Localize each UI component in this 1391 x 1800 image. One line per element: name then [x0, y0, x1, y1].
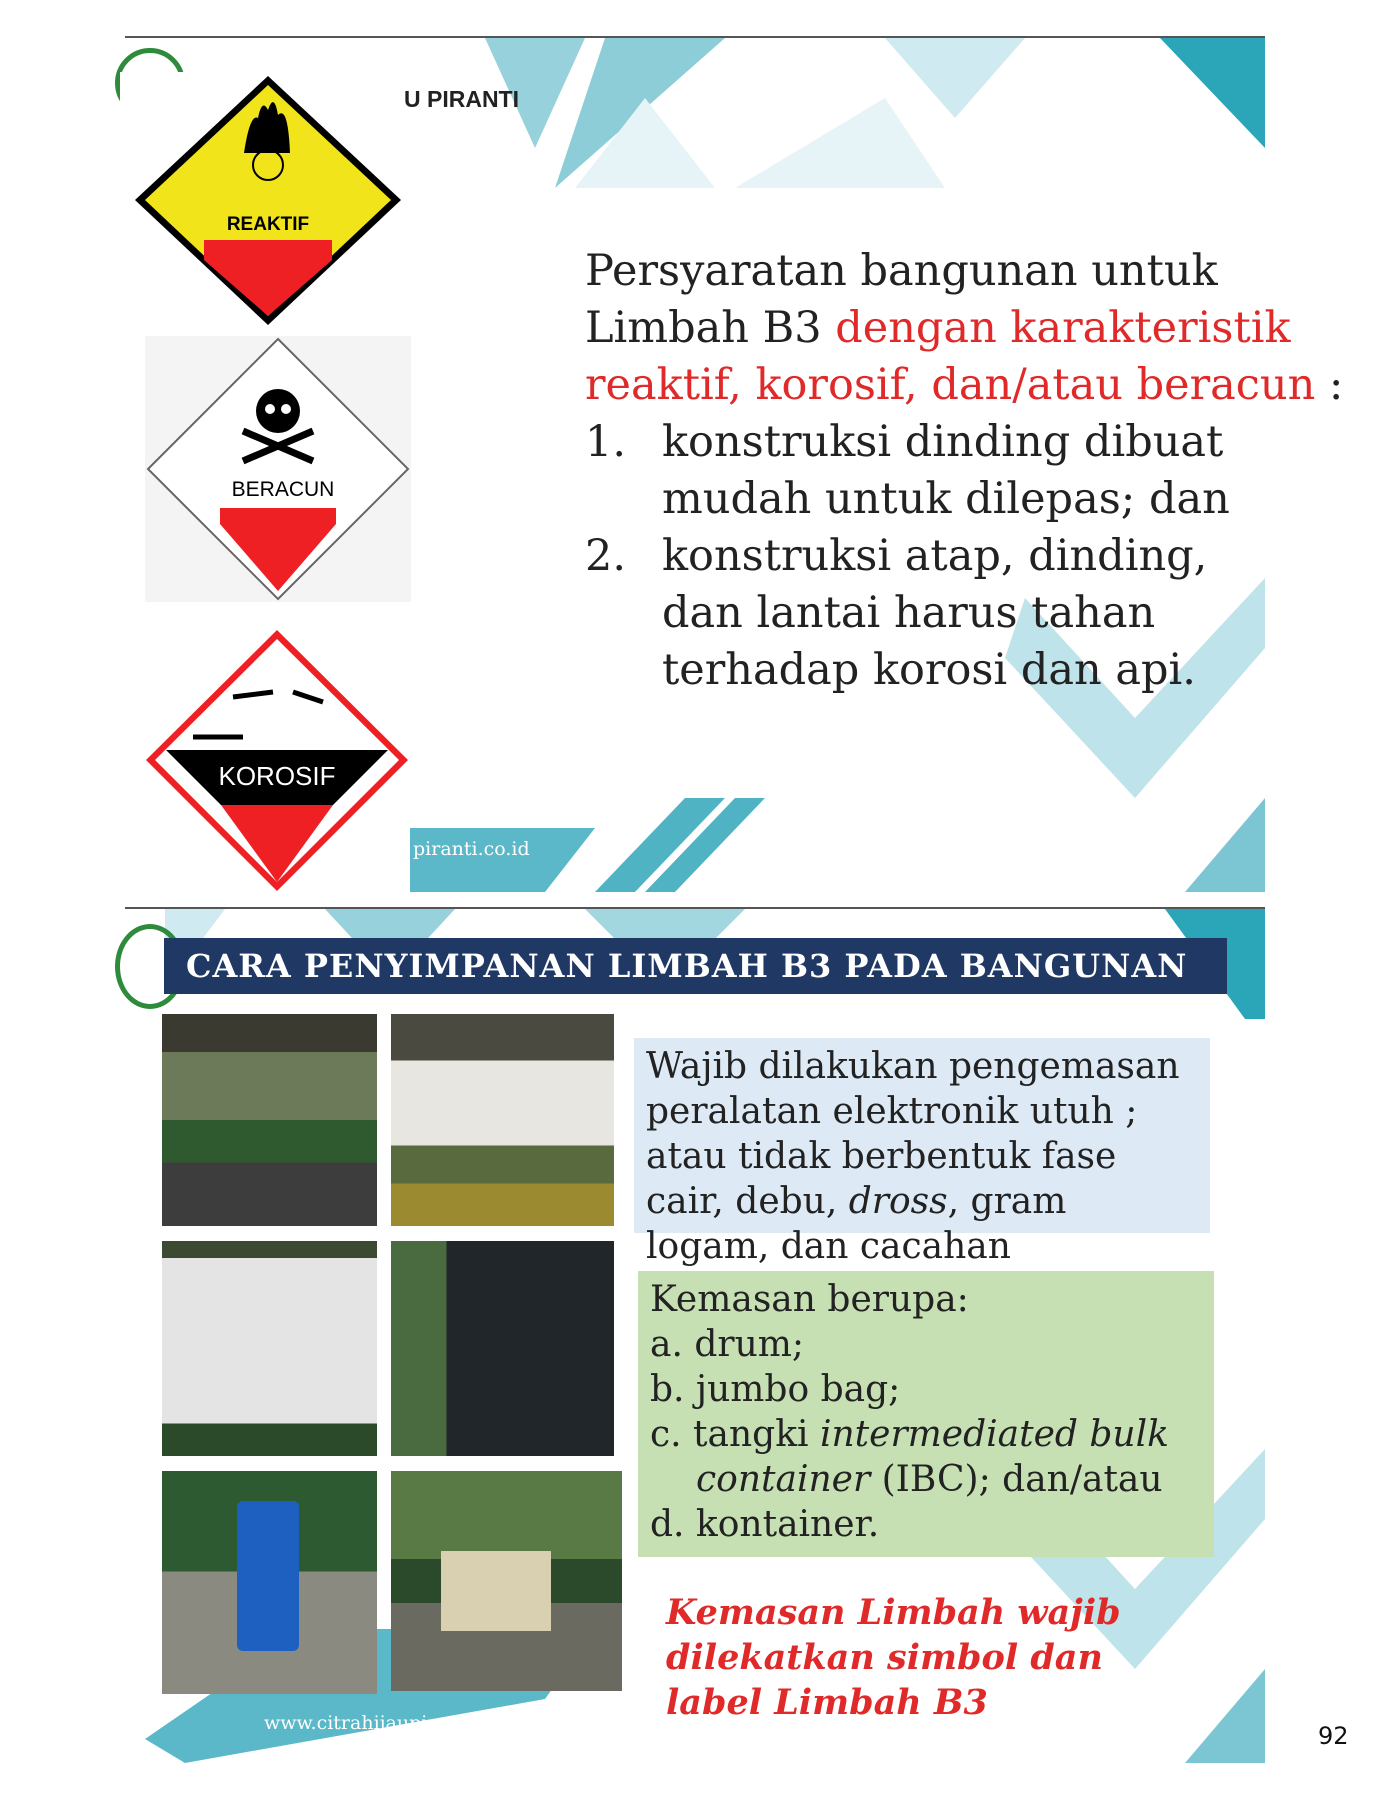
- sign-label: REAKTIF: [226, 214, 310, 235]
- list-item: c. tangki intermediated bulk: [650, 1414, 1169, 1455]
- skull-icon: [256, 389, 300, 433]
- heading: Kemasan berupa:: [650, 1279, 969, 1320]
- reaktif-hazard-sign: [132, 73, 404, 328]
- list-item-cont: container (IBC); dan/atau: [696, 1459, 1163, 1500]
- footer-url: www.citrahijaupiranti.co.id: [264, 1712, 526, 1734]
- list-item: d. kontainer.: [650, 1504, 880, 1545]
- list-item: a. drum;: [650, 1324, 805, 1365]
- svg-text:BERACUN: BERACUN: [231, 478, 335, 501]
- list-item: 2. konstruksi atap, dinding, dan lantai harus tahan terhadap korosi dan api.: [585, 531, 1208, 695]
- packaging-requirement-box: Wajib dilakukan pengemasan peralatan elektronik utuh ; atau tidak berbentuk fase cair, debu, dross, gram logam, dan cacahan: [634, 1038, 1210, 1233]
- korosif-hazard-sign: [143, 627, 411, 892]
- packaging-types-box: [638, 1271, 1214, 1557]
- list-item: b. jumbo bag;: [650, 1369, 901, 1410]
- photo-notice-board: [162, 1241, 377, 1456]
- slide-building-requirements: [125, 36, 1344, 890]
- photo-storage-interior: [391, 1241, 614, 1456]
- photo-storage-sign: [391, 1014, 614, 1226]
- footer-url: piranti.co.id: [413, 838, 530, 860]
- red-note: Kemasan Limbah wajib dilekatkan simbol dan label Limbah B3: [666, 1592, 1121, 1723]
- slide-title: CARA PENYIMPANAN LIMBAH B3 PADA BANGUNAN: [164, 938, 1227, 994]
- svg-text:KOROSIF: KOROSIF: [218, 761, 336, 791]
- slide-storage: [125, 907, 1265, 1761]
- page-number: 92: [1318, 1722, 1349, 1750]
- list-item: 1. konstruksi dinding dibuat mudah untuk dilepas; dan: [585, 417, 1230, 524]
- header-brand-text: U PIRANTI: [404, 86, 519, 112]
- requirements-text: [585, 243, 1365, 699]
- photo-storage-shed: [162, 1014, 377, 1226]
- intro: Persyaratan bangunan untuk Limbah B3 dengan karakteristik reaktif, korosif, dan/atau beracun :: [585, 246, 1344, 410]
- photo-ibc-containers: [391, 1471, 622, 1691]
- photo-blue-drum: [162, 1471, 377, 1694]
- beracun-hazard-sign: [145, 336, 411, 602]
